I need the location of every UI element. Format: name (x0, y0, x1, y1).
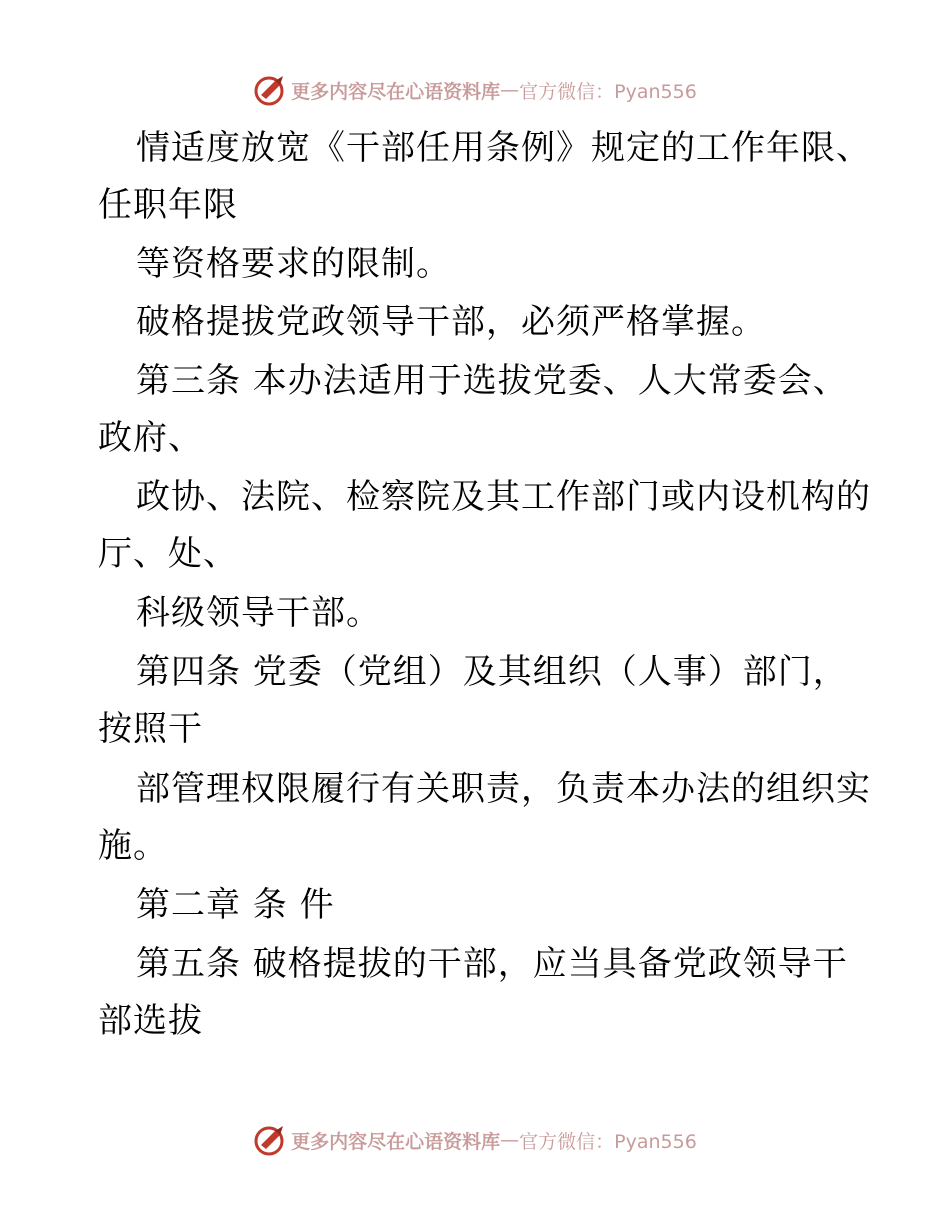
body-line: 第五条 破格提拔的干部，应当具备党政领导干 (136, 944, 848, 984)
pen-logo-icon (253, 1123, 287, 1157)
body-line: 政府、 (98, 418, 203, 458)
footer-dash: — (500, 1129, 520, 1151)
body-line: 第四条 党委（党组）及其组织（人事）部门， (136, 652, 848, 692)
body-line: 破格提拔党政领导干部，必须严格掌握。 (136, 302, 766, 342)
body-line: 第三条 本办法适用于选拔党委、人大常委会、 (136, 361, 848, 401)
pen-logo-icon (253, 73, 287, 107)
footer-wechat: 官方微信：Pyan556 (519, 1130, 697, 1153)
section-heading: 第二章 条 件 (136, 885, 335, 925)
body-line: 任职年限 (98, 185, 238, 225)
body-line: 厅、处、 (98, 534, 238, 574)
body-line: 科级领导干部。 (136, 593, 381, 633)
body-line: 按照干 (98, 709, 203, 749)
body-line: 等资格要求的限制。 (136, 244, 451, 284)
body-line: 施。 (98, 826, 168, 866)
header-wechat: 官方微信：Pyan556 (519, 80, 697, 103)
body-line: 政协、法院、检察院及其工作部门或内设机构的 (136, 477, 871, 517)
header-site-name: 更多内容尽在心语资料库 (291, 80, 501, 103)
footer-banner (0, 1120, 950, 1160)
body-line: 部管理权限履行有关职责，负责本办法的组织实 (136, 769, 871, 809)
body-line: 部选拔 (98, 1001, 203, 1041)
header-banner (0, 70, 950, 110)
header-dash: — (500, 79, 520, 101)
body-line: 情适度放宽《干部任用条例》规定的工作年限、 (136, 128, 871, 168)
footer-site-name: 更多内容尽在心语资料库 (291, 1130, 501, 1153)
